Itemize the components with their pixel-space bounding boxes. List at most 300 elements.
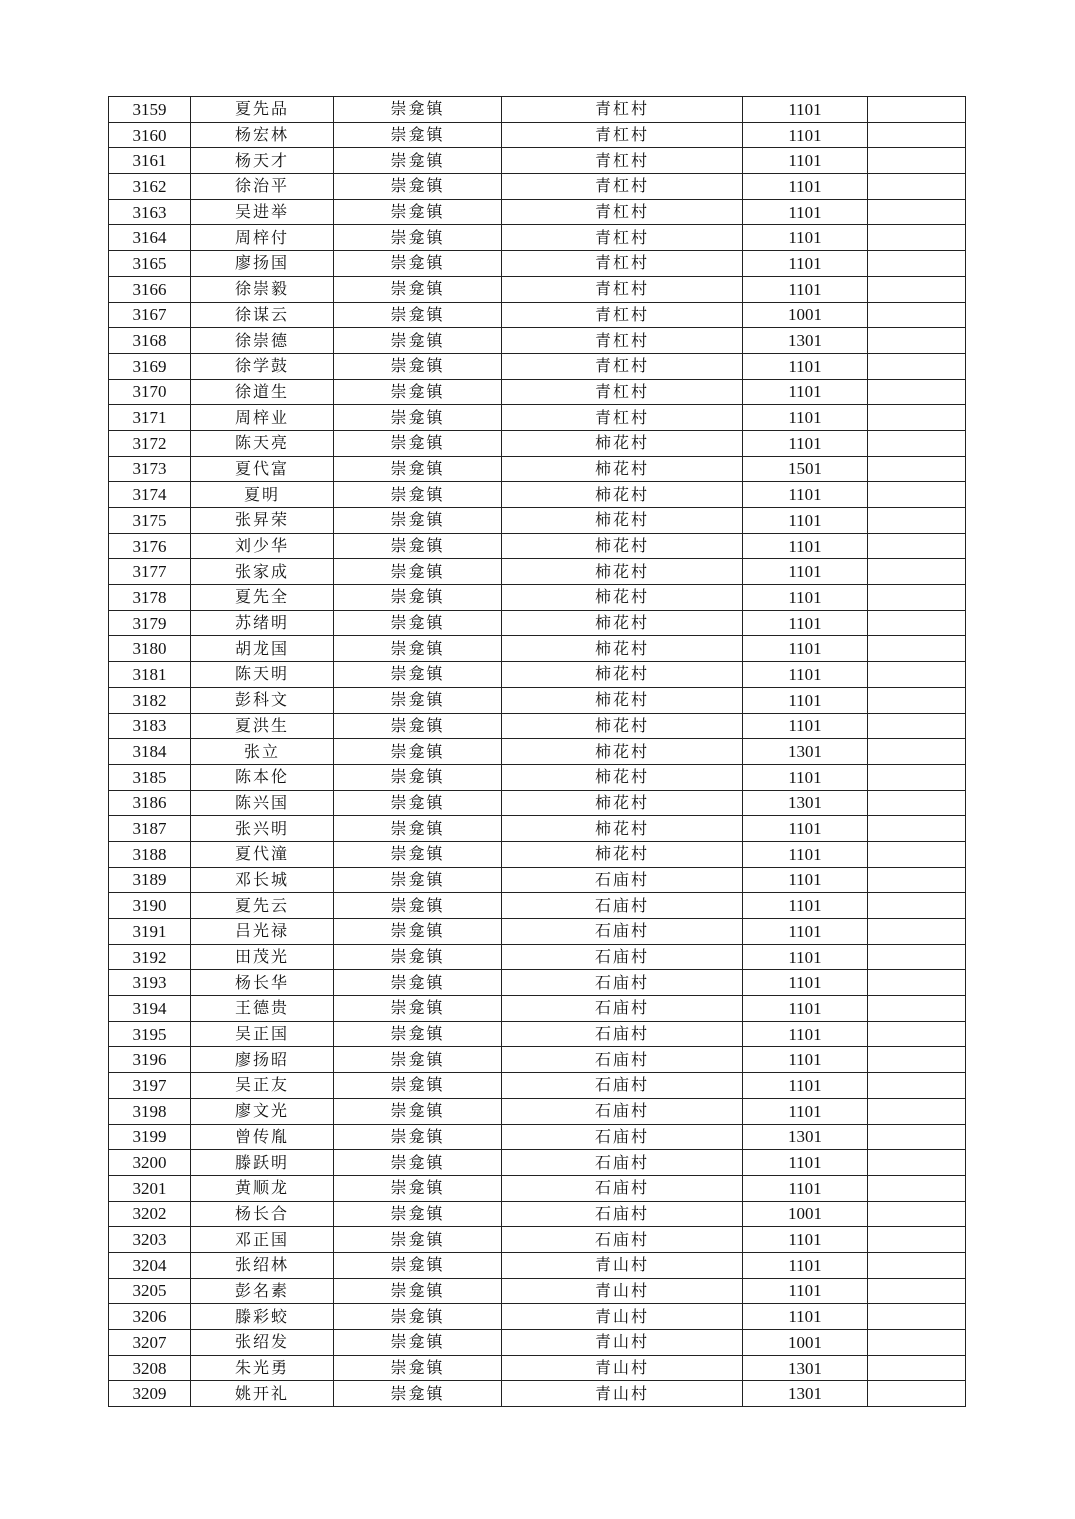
person-name-cell: 张昇荣 — [191, 508, 334, 534]
town-cell: 崇龛镇 — [334, 174, 502, 200]
category-code-cell: 1101 — [743, 482, 868, 508]
village-cell: 青山村 — [502, 1304, 743, 1330]
village-cell: 石庙村 — [502, 1047, 743, 1073]
row-number-cell: 3190 — [109, 893, 191, 919]
table-row — [109, 1175, 966, 1201]
village-cell: 青杠村 — [502, 122, 743, 148]
category-code-cell: 1101 — [743, 379, 868, 405]
remark-cell — [868, 585, 966, 611]
row-number-cell: 3162 — [109, 174, 191, 200]
person-name-cell: 苏绪明 — [191, 610, 334, 636]
person-name-cell: 廖文光 — [191, 1098, 334, 1124]
person-name-cell: 邓正国 — [191, 1227, 334, 1253]
remark-cell — [868, 764, 966, 790]
row-number-cell: 3198 — [109, 1098, 191, 1124]
person-name-cell: 廖扬昭 — [191, 1047, 334, 1073]
town-cell: 崇龛镇 — [334, 1252, 502, 1278]
table-row — [109, 1124, 966, 1150]
remark-cell — [868, 1150, 966, 1176]
remark-cell — [868, 302, 966, 328]
table-row — [109, 379, 966, 405]
town-cell: 崇龛镇 — [334, 1175, 502, 1201]
row-number-cell: 3167 — [109, 302, 191, 328]
table-row — [109, 893, 966, 919]
category-code-cell: 1301 — [743, 328, 868, 354]
category-code-cell: 1101 — [743, 893, 868, 919]
town-cell: 崇龛镇 — [334, 430, 502, 456]
table-row — [109, 456, 966, 482]
town-cell: 崇龛镇 — [334, 533, 502, 559]
row-number-cell: 3206 — [109, 1304, 191, 1330]
table-row — [109, 1098, 966, 1124]
row-number-cell: 3186 — [109, 790, 191, 816]
category-code-cell: 1101 — [743, 430, 868, 456]
town-cell: 崇龛镇 — [334, 893, 502, 919]
row-number-cell: 3187 — [109, 816, 191, 842]
town-cell: 崇龛镇 — [334, 687, 502, 713]
remark-cell — [868, 1304, 966, 1330]
table-row — [109, 508, 966, 534]
row-number-cell: 3165 — [109, 251, 191, 277]
table-row — [109, 97, 966, 123]
row-number-cell: 3192 — [109, 944, 191, 970]
person-name-cell: 张立 — [191, 739, 334, 765]
table-row — [109, 610, 966, 636]
row-number-cell: 3170 — [109, 379, 191, 405]
town-cell: 崇龛镇 — [334, 508, 502, 534]
town-cell: 崇龛镇 — [334, 816, 502, 842]
person-name-cell: 吴正友 — [191, 1073, 334, 1099]
person-name-cell: 姚开礼 — [191, 1381, 334, 1407]
category-code-cell: 1301 — [743, 739, 868, 765]
person-name-cell: 徐学鼓 — [191, 353, 334, 379]
person-name-cell: 徐道生 — [191, 379, 334, 405]
town-cell: 崇龛镇 — [334, 1330, 502, 1356]
village-cell: 柿花村 — [502, 841, 743, 867]
table-row — [109, 687, 966, 713]
row-number-cell: 3173 — [109, 456, 191, 482]
remark-cell — [868, 841, 966, 867]
village-cell: 青杠村 — [502, 405, 743, 431]
person-name-cell: 夏明 — [191, 482, 334, 508]
remark-cell — [868, 970, 966, 996]
category-code-cell: 1301 — [743, 1124, 868, 1150]
town-cell: 崇龛镇 — [334, 739, 502, 765]
category-code-cell: 1101 — [743, 970, 868, 996]
village-cell: 青山村 — [502, 1381, 743, 1407]
village-cell: 柿花村 — [502, 662, 743, 688]
person-name-cell: 周梓付 — [191, 225, 334, 251]
table-row — [109, 841, 966, 867]
remark-cell — [868, 687, 966, 713]
remark-cell — [868, 919, 966, 945]
row-number-cell: 3171 — [109, 405, 191, 431]
village-cell: 石庙村 — [502, 1021, 743, 1047]
person-name-cell: 徐谋云 — [191, 302, 334, 328]
table-row — [109, 559, 966, 585]
person-name-cell: 夏先全 — [191, 585, 334, 611]
category-code-cell: 1101 — [743, 919, 868, 945]
table-row — [109, 867, 966, 893]
table-row — [109, 790, 966, 816]
village-cell: 柿花村 — [502, 559, 743, 585]
remark-cell — [868, 790, 966, 816]
row-number-cell: 3166 — [109, 276, 191, 302]
table-row — [109, 996, 966, 1022]
row-number-cell: 3181 — [109, 662, 191, 688]
remark-cell — [868, 328, 966, 354]
person-name-cell: 朱光勇 — [191, 1355, 334, 1381]
table-row — [109, 764, 966, 790]
person-name-cell: 张绍发 — [191, 1330, 334, 1356]
row-number-cell: 3196 — [109, 1047, 191, 1073]
table-row — [109, 1330, 966, 1356]
person-name-cell: 刘少华 — [191, 533, 334, 559]
person-name-cell: 陈天亮 — [191, 430, 334, 456]
remark-cell — [868, 636, 966, 662]
village-cell: 青杠村 — [502, 353, 743, 379]
town-cell: 崇龛镇 — [334, 1201, 502, 1227]
table-row — [109, 1201, 966, 1227]
village-cell: 青杠村 — [502, 225, 743, 251]
town-cell: 崇龛镇 — [334, 456, 502, 482]
remark-cell — [868, 1355, 966, 1381]
table-row — [109, 1150, 966, 1176]
row-number-cell: 3199 — [109, 1124, 191, 1150]
row-number-cell: 3168 — [109, 328, 191, 354]
row-number-cell: 3191 — [109, 919, 191, 945]
person-name-cell: 吴进举 — [191, 199, 334, 225]
person-name-cell: 杨长华 — [191, 970, 334, 996]
village-cell: 青杠村 — [502, 199, 743, 225]
category-code-cell: 1101 — [743, 1252, 868, 1278]
remark-cell — [868, 1381, 966, 1407]
person-name-cell: 曾传胤 — [191, 1124, 334, 1150]
category-code-cell: 1101 — [743, 713, 868, 739]
remark-cell — [868, 1252, 966, 1278]
table-row — [109, 353, 966, 379]
category-code-cell: 1101 — [743, 1150, 868, 1176]
village-cell: 石庙村 — [502, 1073, 743, 1099]
table-row — [109, 1021, 966, 1047]
person-name-cell: 廖扬国 — [191, 251, 334, 277]
remark-cell — [868, 1330, 966, 1356]
table-row — [109, 970, 966, 996]
remark-cell — [868, 944, 966, 970]
row-number-cell: 3160 — [109, 122, 191, 148]
village-cell: 柿花村 — [502, 482, 743, 508]
row-number-cell: 3184 — [109, 739, 191, 765]
person-name-cell: 陈天明 — [191, 662, 334, 688]
town-cell: 崇龛镇 — [334, 148, 502, 174]
row-number-cell: 3188 — [109, 841, 191, 867]
remark-cell — [868, 867, 966, 893]
remark-cell — [868, 1124, 966, 1150]
table-row — [109, 148, 966, 174]
village-cell: 石庙村 — [502, 1227, 743, 1253]
person-name-cell: 吕光禄 — [191, 919, 334, 945]
village-cell: 青杠村 — [502, 302, 743, 328]
table-row — [109, 405, 966, 431]
town-cell: 崇龛镇 — [334, 1278, 502, 1304]
town-cell: 崇龛镇 — [334, 1047, 502, 1073]
person-name-cell: 彭名素 — [191, 1278, 334, 1304]
town-cell: 崇龛镇 — [334, 636, 502, 662]
village-cell: 柿花村 — [502, 508, 743, 534]
table-row — [109, 225, 966, 251]
table-row — [109, 662, 966, 688]
category-code-cell: 1101 — [743, 1073, 868, 1099]
table-row — [109, 1381, 966, 1407]
category-code-cell: 1101 — [743, 174, 868, 200]
person-name-cell: 夏先云 — [191, 893, 334, 919]
remark-cell — [868, 559, 966, 585]
remark-cell — [868, 174, 966, 200]
town-cell: 崇龛镇 — [334, 1227, 502, 1253]
table-row — [109, 585, 966, 611]
town-cell: 崇龛镇 — [334, 251, 502, 277]
village-cell: 柿花村 — [502, 430, 743, 456]
remark-cell — [868, 122, 966, 148]
town-cell: 崇龛镇 — [334, 1073, 502, 1099]
remark-cell — [868, 225, 966, 251]
village-cell: 青杠村 — [502, 276, 743, 302]
table-row — [109, 1227, 966, 1253]
row-number-cell: 3174 — [109, 482, 191, 508]
row-number-cell: 3182 — [109, 687, 191, 713]
category-code-cell: 1101 — [743, 816, 868, 842]
remark-cell — [868, 1278, 966, 1304]
category-code-cell: 1101 — [743, 405, 868, 431]
village-cell: 柿花村 — [502, 764, 743, 790]
town-cell: 崇龛镇 — [334, 1381, 502, 1407]
town-cell: 崇龛镇 — [334, 276, 502, 302]
town-cell: 崇龛镇 — [334, 559, 502, 585]
remark-cell — [868, 405, 966, 431]
category-code-cell: 1101 — [743, 996, 868, 1022]
village-cell: 青山村 — [502, 1278, 743, 1304]
person-name-cell: 徐崇毅 — [191, 276, 334, 302]
category-code-cell: 1301 — [743, 1381, 868, 1407]
remark-cell — [868, 1073, 966, 1099]
person-name-cell: 滕彩蛟 — [191, 1304, 334, 1330]
category-code-cell: 1001 — [743, 302, 868, 328]
village-cell: 石庙村 — [502, 919, 743, 945]
row-number-cell: 3193 — [109, 970, 191, 996]
category-code-cell: 1101 — [743, 867, 868, 893]
category-code-cell: 1101 — [743, 122, 868, 148]
category-code-cell: 1101 — [743, 687, 868, 713]
row-number-cell: 3200 — [109, 1150, 191, 1176]
town-cell: 崇龛镇 — [334, 405, 502, 431]
village-cell: 柿花村 — [502, 816, 743, 842]
village-cell: 青杠村 — [502, 251, 743, 277]
town-cell: 崇龛镇 — [334, 328, 502, 354]
roster-table — [108, 96, 966, 1407]
remark-cell — [868, 739, 966, 765]
remark-cell — [868, 1098, 966, 1124]
category-code-cell: 1301 — [743, 1355, 868, 1381]
table-row — [109, 919, 966, 945]
person-name-cell: 王德贵 — [191, 996, 334, 1022]
remark-cell — [868, 148, 966, 174]
row-number-cell: 3169 — [109, 353, 191, 379]
village-cell: 石庙村 — [502, 1124, 743, 1150]
village-cell: 柿花村 — [502, 713, 743, 739]
category-code-cell: 1101 — [743, 1047, 868, 1073]
table-row — [109, 1304, 966, 1330]
remark-cell — [868, 199, 966, 225]
category-code-cell: 1101 — [743, 1021, 868, 1047]
table-row — [109, 482, 966, 508]
table-row — [109, 430, 966, 456]
category-code-cell: 1101 — [743, 1098, 868, 1124]
row-number-cell: 3189 — [109, 867, 191, 893]
person-name-cell: 张兴明 — [191, 816, 334, 842]
town-cell: 崇龛镇 — [334, 97, 502, 123]
person-name-cell: 张绍林 — [191, 1252, 334, 1278]
person-name-cell: 彭科文 — [191, 687, 334, 713]
village-cell: 石庙村 — [502, 1098, 743, 1124]
row-number-cell: 3204 — [109, 1252, 191, 1278]
row-number-cell: 3201 — [109, 1175, 191, 1201]
town-cell: 崇龛镇 — [334, 1098, 502, 1124]
category-code-cell: 1101 — [743, 1175, 868, 1201]
category-code-cell: 1101 — [743, 508, 868, 534]
remark-cell — [868, 379, 966, 405]
person-name-cell: 胡龙国 — [191, 636, 334, 662]
table-row — [109, 174, 966, 200]
row-number-cell: 3183 — [109, 713, 191, 739]
row-number-cell: 3205 — [109, 1278, 191, 1304]
town-cell: 崇龛镇 — [334, 199, 502, 225]
category-code-cell: 1101 — [743, 1278, 868, 1304]
village-cell: 柿花村 — [502, 739, 743, 765]
row-number-cell: 3185 — [109, 764, 191, 790]
table-row — [109, 302, 966, 328]
village-cell: 柿花村 — [502, 456, 743, 482]
category-code-cell: 1101 — [743, 559, 868, 585]
town-cell: 崇龛镇 — [334, 225, 502, 251]
town-cell: 崇龛镇 — [334, 790, 502, 816]
category-code-cell: 1101 — [743, 764, 868, 790]
category-code-cell: 1101 — [743, 585, 868, 611]
village-cell: 石庙村 — [502, 893, 743, 919]
remark-cell — [868, 97, 966, 123]
category-code-cell: 1101 — [743, 944, 868, 970]
table-row — [109, 251, 966, 277]
row-number-cell: 3177 — [109, 559, 191, 585]
category-code-cell: 1101 — [743, 97, 868, 123]
category-code-cell: 1101 — [743, 251, 868, 277]
person-name-cell: 徐治平 — [191, 174, 334, 200]
town-cell: 崇龛镇 — [334, 1150, 502, 1176]
town-cell: 崇龛镇 — [334, 764, 502, 790]
remark-cell — [868, 816, 966, 842]
category-code-cell: 1101 — [743, 662, 868, 688]
village-cell: 石庙村 — [502, 1201, 743, 1227]
town-cell: 崇龛镇 — [334, 1304, 502, 1330]
table-row — [109, 1047, 966, 1073]
table-row — [109, 1073, 966, 1099]
remark-cell — [868, 456, 966, 482]
village-cell: 柿花村 — [502, 585, 743, 611]
remark-cell — [868, 1227, 966, 1253]
village-cell: 石庙村 — [502, 996, 743, 1022]
village-cell: 柿花村 — [502, 687, 743, 713]
table-row — [109, 276, 966, 302]
remark-cell — [868, 430, 966, 456]
town-cell: 崇龛镇 — [334, 379, 502, 405]
village-cell: 柿花村 — [502, 610, 743, 636]
category-code-cell: 1101 — [743, 199, 868, 225]
table-row — [109, 1278, 966, 1304]
town-cell: 崇龛镇 — [334, 302, 502, 328]
person-name-cell: 杨宏林 — [191, 122, 334, 148]
category-code-cell: 1001 — [743, 1330, 868, 1356]
person-name-cell: 黄顺龙 — [191, 1175, 334, 1201]
category-code-cell: 1301 — [743, 790, 868, 816]
row-number-cell: 3163 — [109, 199, 191, 225]
town-cell: 崇龛镇 — [334, 353, 502, 379]
person-name-cell: 张家成 — [191, 559, 334, 585]
village-cell: 青杠村 — [502, 379, 743, 405]
village-cell: 柿花村 — [502, 533, 743, 559]
village-cell: 青山村 — [502, 1252, 743, 1278]
village-cell: 石庙村 — [502, 1150, 743, 1176]
remark-cell — [868, 276, 966, 302]
village-cell: 石庙村 — [502, 867, 743, 893]
table-row — [109, 533, 966, 559]
table-row — [109, 1252, 966, 1278]
town-cell: 崇龛镇 — [334, 841, 502, 867]
town-cell: 崇龛镇 — [334, 662, 502, 688]
person-name-cell: 夏先品 — [191, 97, 334, 123]
town-cell: 崇龛镇 — [334, 713, 502, 739]
table-row — [109, 636, 966, 662]
town-cell: 崇龛镇 — [334, 919, 502, 945]
town-cell: 崇龛镇 — [334, 970, 502, 996]
town-cell: 崇龛镇 — [334, 996, 502, 1022]
village-cell: 柿花村 — [502, 790, 743, 816]
table-row — [109, 816, 966, 842]
category-code-cell: 1101 — [743, 1227, 868, 1253]
person-name-cell: 滕跃明 — [191, 1150, 334, 1176]
roster-table-body — [109, 97, 966, 1407]
person-name-cell: 陈兴国 — [191, 790, 334, 816]
category-code-cell: 1101 — [743, 225, 868, 251]
row-number-cell: 3202 — [109, 1201, 191, 1227]
town-cell: 崇龛镇 — [334, 122, 502, 148]
person-name-cell: 吴正国 — [191, 1021, 334, 1047]
person-name-cell: 夏洪生 — [191, 713, 334, 739]
category-code-cell: 1101 — [743, 353, 868, 379]
row-number-cell: 3207 — [109, 1330, 191, 1356]
person-name-cell: 杨长合 — [191, 1201, 334, 1227]
row-number-cell: 3194 — [109, 996, 191, 1022]
remark-cell — [868, 533, 966, 559]
row-number-cell: 3164 — [109, 225, 191, 251]
remark-cell — [868, 482, 966, 508]
remark-cell — [868, 1047, 966, 1073]
category-code-cell: 1101 — [743, 148, 868, 174]
person-name-cell: 夏代潼 — [191, 841, 334, 867]
town-cell: 崇龛镇 — [334, 610, 502, 636]
town-cell: 崇龛镇 — [334, 944, 502, 970]
row-number-cell: 3197 — [109, 1073, 191, 1099]
town-cell: 崇龛镇 — [334, 482, 502, 508]
village-cell: 青杠村 — [502, 148, 743, 174]
